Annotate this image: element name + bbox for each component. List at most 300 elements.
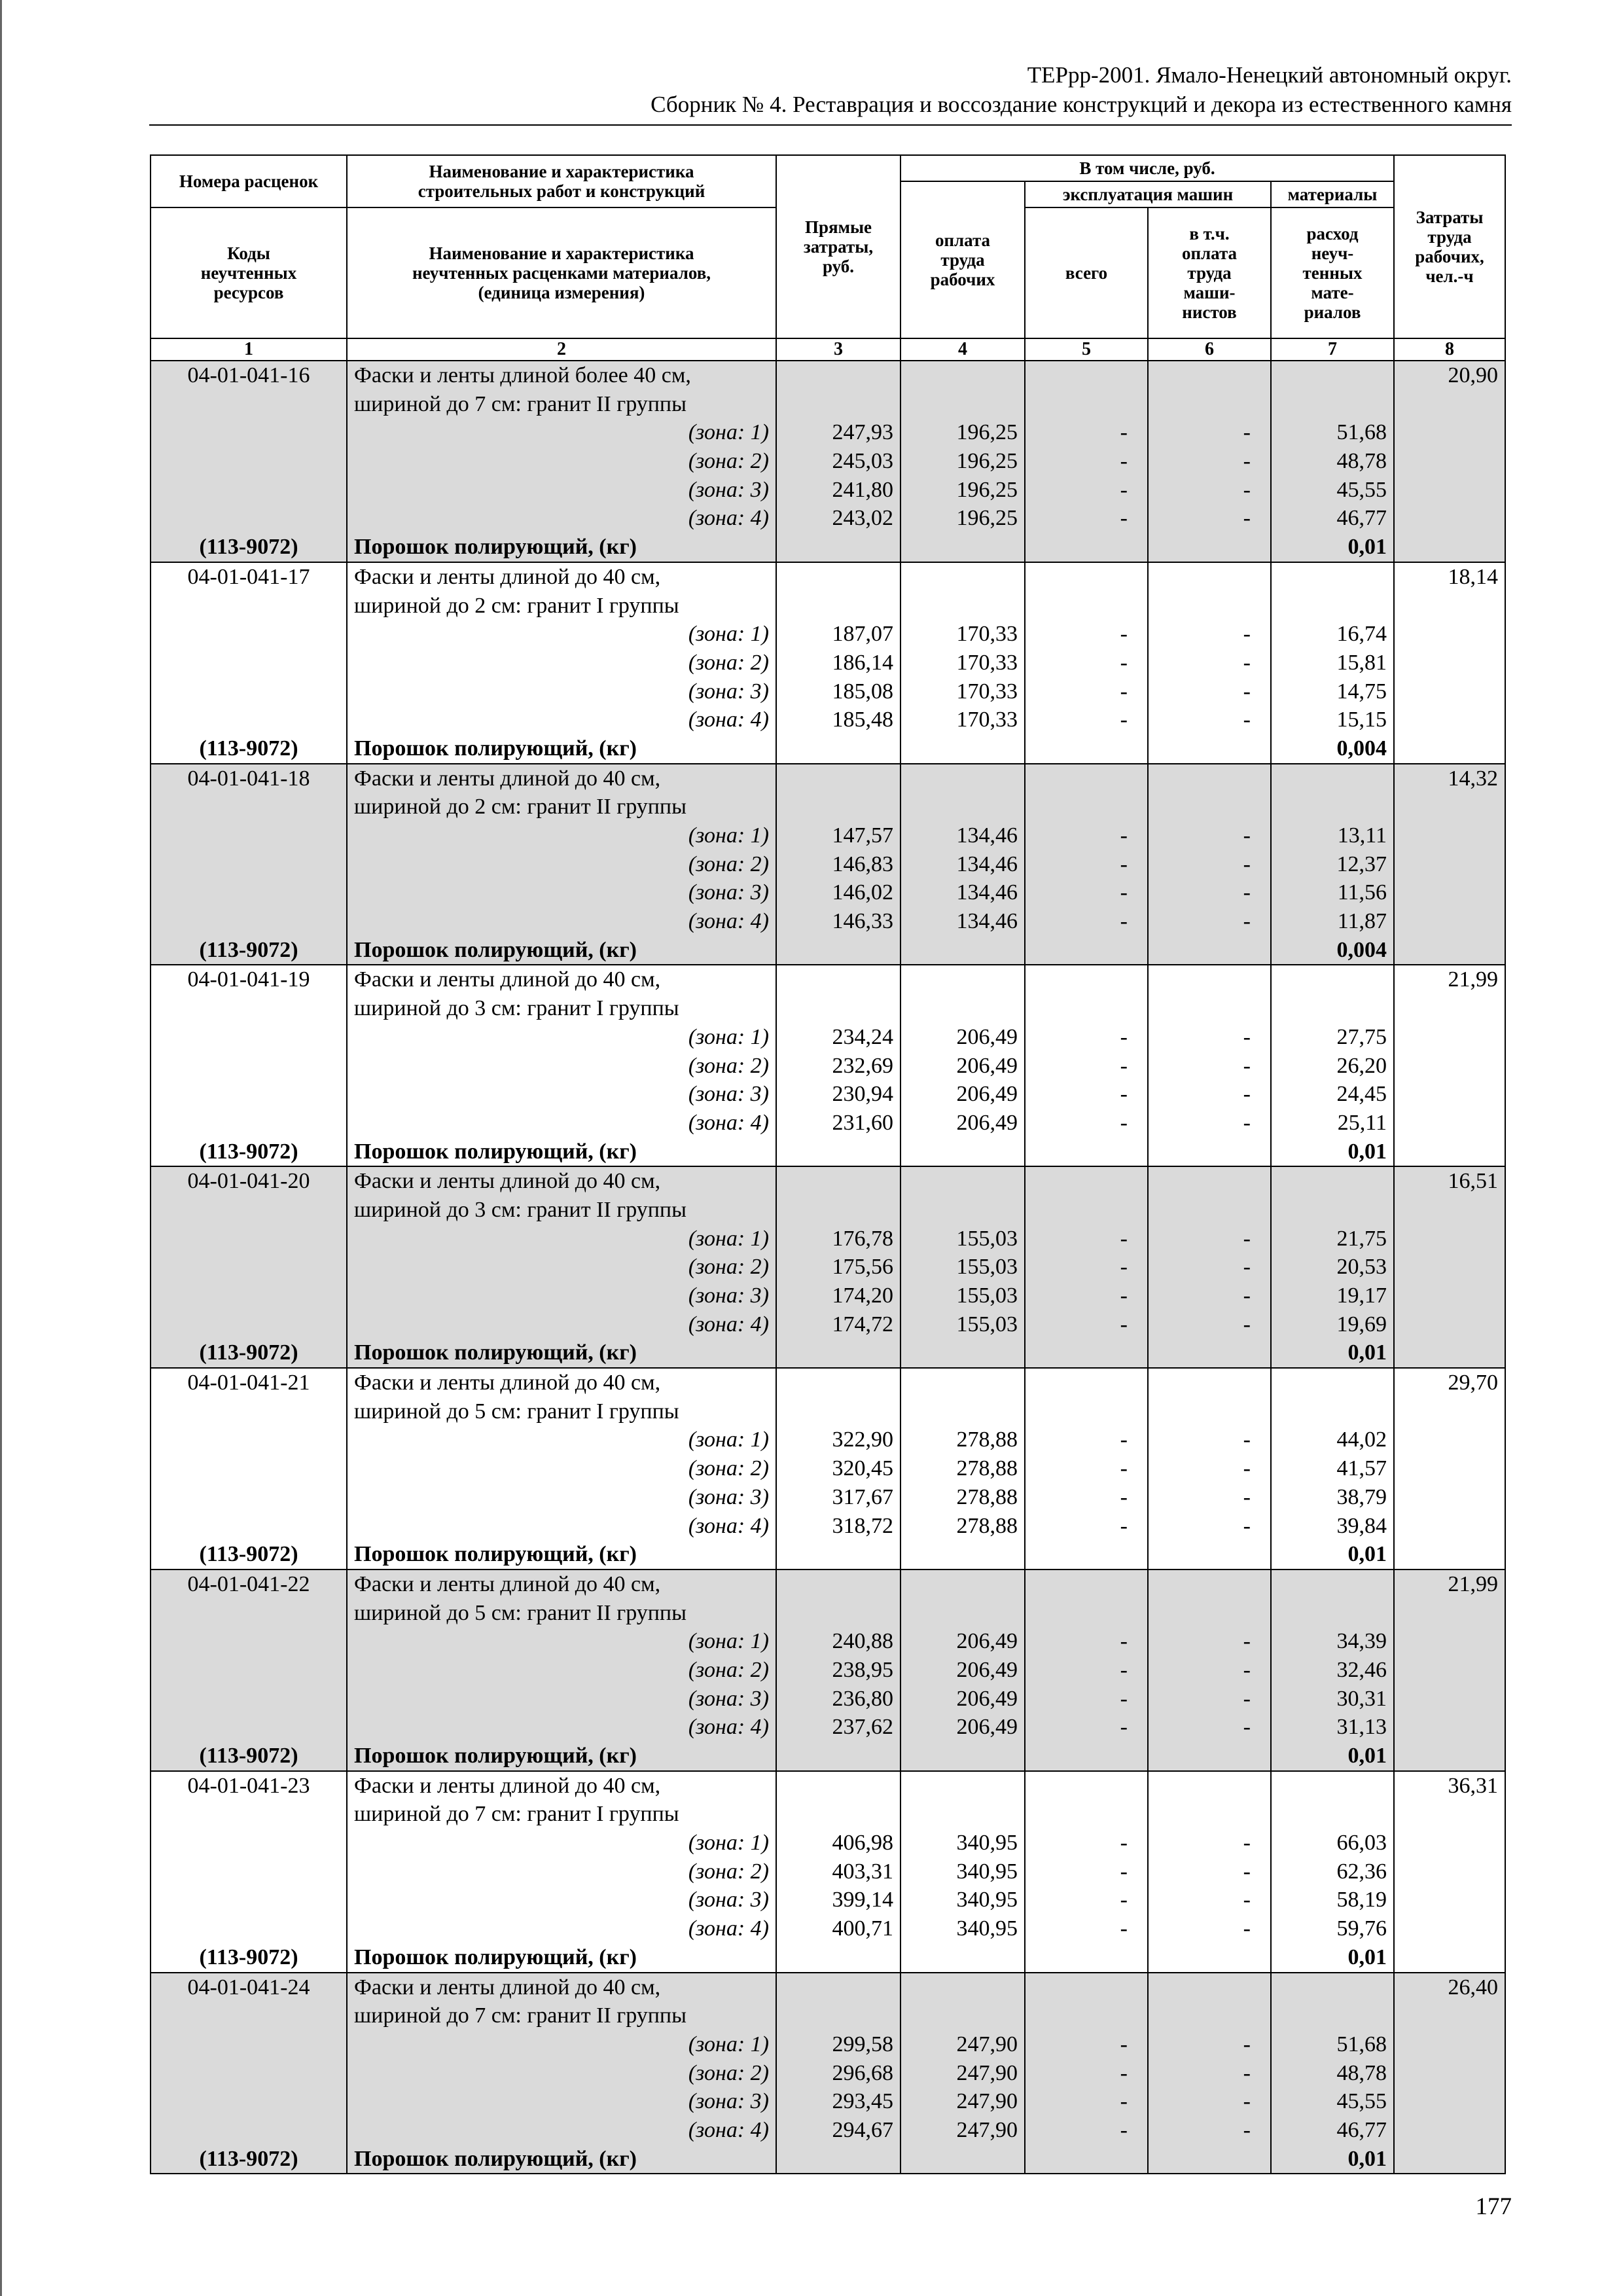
machines-total-value: - (1120, 2032, 1128, 2056)
machines-total-value: - (1120, 1024, 1128, 1049)
zone-label: (зона: 3) (688, 679, 769, 704)
resource-code: (113-9072) (199, 937, 298, 962)
column-number: 2 (347, 338, 776, 361)
work-description-line: Фаски и ленты длиной до 40 см, (354, 1773, 661, 1798)
machines-total-value: - (1120, 2117, 1128, 2142)
rate-row (151, 361, 1505, 562)
direct-cost-value: 230,94 (832, 1082, 893, 1107)
machines-total-value: - (1120, 1312, 1128, 1336)
work-description-cell (347, 965, 776, 1166)
machines-total-value: - (1120, 852, 1128, 876)
resource-code: (113-9072) (199, 1945, 298, 1969)
machinist-wages-value: - (1243, 1456, 1251, 1481)
materials-value: 44,02 (1336, 1427, 1387, 1452)
machinist-wages-cell (1148, 1973, 1271, 2174)
resource-code: (113-9072) (199, 535, 298, 560)
materials-value: 15,81 (1336, 650, 1387, 675)
direct-costs-cell (776, 965, 901, 1166)
materials-cell (1271, 1166, 1394, 1368)
wages-value: 278,88 (956, 1484, 1018, 1509)
machines-total-cell (1025, 361, 1148, 562)
zone-label: (зона: 2) (688, 852, 769, 876)
col-material-consumption-header: расход неуч- тенных мате- риалов (1271, 207, 1394, 338)
machines-total-value: - (1120, 1283, 1128, 1308)
zone-label: (зона: 1) (688, 1226, 769, 1251)
labor-value: 36,31 (1448, 1773, 1498, 1798)
work-description-line: Фаски и ленты длиной до 40 см, (354, 967, 661, 992)
machines-total-value: - (1120, 708, 1128, 732)
column-number: 6 (1148, 338, 1271, 361)
machinist-wages-value: - (1243, 1024, 1251, 1049)
machinist-wages-value: - (1243, 1283, 1251, 1308)
wages-value: 340,95 (956, 1888, 1018, 1912)
work-description-cell (347, 1570, 776, 1771)
materials-value: 15,15 (1336, 708, 1387, 732)
machinist-wages-cell (1148, 1771, 1271, 1973)
resource-quantity: 0,004 (1336, 736, 1387, 761)
labor-cell (1394, 1973, 1505, 2174)
direct-cost-value: 245,03 (832, 449, 893, 474)
wages-cell (901, 965, 1025, 1166)
direct-cost-value: 236,80 (832, 1686, 893, 1711)
materials-value: 51,68 (1336, 2032, 1387, 2056)
machinist-wages-value: - (1243, 1053, 1251, 1078)
machines-total-cell (1025, 1166, 1148, 1368)
machinist-wages-value: - (1243, 1629, 1251, 1654)
resource-code: (113-9072) (199, 1542, 298, 1567)
machinist-wages-value: - (1243, 679, 1251, 704)
zone-label: (зона: 3) (688, 1082, 769, 1107)
wages-value: 247,90 (956, 2117, 1018, 2142)
work-description-line: Фаски и ленты длиной до 40 см, (354, 1169, 661, 1194)
machinist-wages-cell (1148, 764, 1271, 965)
machinist-wages-cell (1148, 1368, 1271, 1570)
wages-value: 170,33 (956, 708, 1018, 732)
wages-value: 206,49 (956, 1657, 1018, 1682)
wages-value: 247,90 (956, 2032, 1018, 2056)
machines-total-value: - (1120, 506, 1128, 531)
rate-code: 04-01-041-17 (187, 564, 310, 589)
rate-code-cell (151, 562, 347, 764)
resource-name: Порошок полирующий, (кг) (354, 1945, 637, 1969)
materials-cell (1271, 1368, 1394, 1570)
work-description-line: шириной до 7 см: гранит I группы (354, 1802, 679, 1827)
column-number-row (151, 338, 1505, 361)
machines-total-value: - (1120, 1715, 1128, 1740)
work-description-line: шириной до 7 см: гранит II группы (354, 391, 687, 416)
labor-value: 18,14 (1448, 564, 1498, 589)
labor-cell (1394, 562, 1505, 764)
col-direct-costs-header: Прямые затраты, руб. (776, 155, 901, 338)
work-description-line: шириной до 7 см: гранит II группы (354, 2003, 687, 2028)
machinist-wages-value: - (1243, 477, 1251, 502)
rate-row (151, 764, 1505, 965)
machinist-wages-value: - (1243, 852, 1251, 876)
labor-cell (1394, 1771, 1505, 1973)
materials-value: 34,39 (1336, 1629, 1387, 1654)
wages-value: 206,49 (956, 1110, 1018, 1135)
materials-value: 11,56 (1337, 880, 1387, 905)
rate-code-cell (151, 1166, 347, 1368)
zone-label: (зона: 2) (688, 650, 769, 675)
machines-total-value: - (1120, 1831, 1128, 1856)
labor-value: 20,90 (1448, 363, 1498, 387)
direct-cost-value: 322,90 (832, 1427, 893, 1452)
zone-label: (зона: 2) (688, 1456, 769, 1481)
direct-cost-value: 406,98 (832, 1831, 893, 1856)
resource-quantity: 0,01 (1347, 2146, 1387, 2171)
direct-cost-value: 294,67 (832, 2117, 893, 2142)
wages-value: 206,49 (956, 1715, 1018, 1740)
direct-cost-value: 187,07 (832, 622, 893, 647)
labor-cell (1394, 1166, 1505, 1368)
zone-label: (зона: 4) (688, 1916, 769, 1941)
zone-label: (зона: 1) (688, 2032, 769, 2056)
zone-label: (зона: 4) (688, 1513, 769, 1538)
machines-total-value: - (1120, 1427, 1128, 1452)
materials-value: 31,13 (1336, 1715, 1387, 1740)
work-description-cell (347, 1973, 776, 2174)
direct-costs-cell (776, 361, 901, 562)
resource-name: Порошок полирующий, (кг) (354, 1340, 637, 1365)
direct-cost-value: 146,83 (832, 852, 893, 876)
machinist-wages-value: - (1243, 1226, 1251, 1251)
zone-label: (зона: 1) (688, 1831, 769, 1856)
rate-code: 04-01-041-23 (187, 1773, 310, 1798)
direct-costs-cell (776, 1570, 901, 1771)
labor-value: 26,40 (1448, 1975, 1498, 2000)
machinist-wages-cell (1148, 361, 1271, 562)
machinist-wages-value: - (1243, 1427, 1251, 1452)
materials-value: 59,76 (1336, 1916, 1387, 1941)
machinist-wages-cell (1148, 965, 1271, 1166)
machines-total-cell (1025, 562, 1148, 764)
rates-table (150, 154, 1506, 2174)
machinist-wages-value: - (1243, 622, 1251, 647)
direct-cost-value: 403,31 (832, 1859, 893, 1884)
direct-cost-value: 400,71 (832, 1916, 893, 1941)
direct-cost-value: 247,93 (832, 420, 893, 445)
machinist-wages-value: - (1243, 823, 1251, 848)
machinist-wages-value: - (1243, 2117, 1251, 2142)
machines-total-value: - (1120, 1888, 1128, 1912)
zone-label: (зона: 4) (688, 1110, 769, 1135)
work-description-line: Фаски и ленты длиной до 40 см, (354, 1571, 661, 1596)
wages-cell (901, 1368, 1025, 1570)
zone-label: (зона: 2) (688, 1657, 769, 1682)
work-description-line: Фаски и ленты длиной до 40 см, (354, 766, 661, 791)
machines-total-cell (1025, 764, 1148, 965)
direct-cost-value: 186,14 (832, 650, 893, 675)
machinist-wages-value: - (1243, 909, 1251, 934)
machines-total-value: - (1120, 1082, 1128, 1107)
materials-value: 62,36 (1336, 1859, 1387, 1884)
col-machines-total-header: всего (1025, 207, 1148, 338)
machinist-wages-value: - (1243, 1859, 1251, 1884)
work-description-line: шириной до 3 см: гранит I группы (354, 996, 679, 1021)
direct-cost-value: 146,33 (832, 909, 893, 934)
zone-label: (зона: 2) (688, 449, 769, 474)
machinist-wages-cell (1148, 1166, 1271, 1368)
machinist-wages-value: - (1243, 1715, 1251, 1740)
rate-code-cell (151, 1771, 347, 1973)
materials-value: 39,84 (1336, 1513, 1387, 1538)
wages-value: 170,33 (956, 679, 1018, 704)
machinist-wages-value: - (1243, 1657, 1251, 1682)
table-body (151, 361, 1505, 2174)
materials-value: 24,45 (1336, 1082, 1387, 1107)
machinist-wages-value: - (1243, 1312, 1251, 1336)
col-rate-numbers-header: Номера расценок (151, 155, 347, 207)
machines-total-cell (1025, 1771, 1148, 1973)
labor-value: 16,51 (1448, 1169, 1498, 1194)
rate-code: 04-01-041-16 (187, 363, 310, 387)
machines-total-value: - (1120, 1226, 1128, 1251)
machinist-wages-value: - (1243, 1686, 1251, 1711)
rate-code-cell (151, 1368, 347, 1570)
wages-value: 206,49 (956, 1629, 1018, 1654)
resource-quantity: 0,01 (1347, 535, 1387, 560)
materials-value: 30,31 (1336, 1686, 1387, 1711)
machines-total-cell (1025, 1570, 1148, 1771)
rate-code-cell (151, 361, 347, 562)
resource-code: (113-9072) (199, 1139, 298, 1164)
direct-costs-cell (776, 562, 901, 764)
zone-label: (зона: 2) (688, 1053, 769, 1078)
machines-total-value: - (1120, 1657, 1128, 1682)
zone-label: (зона: 3) (688, 880, 769, 905)
materials-value: 13,11 (1337, 823, 1387, 848)
machines-total-value: - (1120, 679, 1128, 704)
machines-total-value: - (1120, 622, 1128, 647)
resource-name: Порошок полирующий, (кг) (354, 736, 637, 761)
materials-cell (1271, 361, 1394, 562)
zone-label: (зона: 3) (688, 2089, 769, 2114)
wages-value: 134,46 (956, 880, 1018, 905)
direct-cost-value: 237,62 (832, 1715, 893, 1740)
col-materials-header: материалы (1271, 181, 1394, 207)
zone-label: (зона: 3) (688, 1484, 769, 1509)
labor-cell (1394, 1368, 1505, 1570)
col-material-name-header: Наименование и характеристика неучтенных расценками материалов, (единица измерения) (347, 207, 776, 338)
labor-value: 29,70 (1448, 1371, 1498, 1395)
machinist-wages-value: - (1243, 1831, 1251, 1856)
rate-row (151, 1570, 1505, 1771)
col-work-name-header: Наименование и характеристика строительных работ и конструкций (347, 155, 776, 207)
wages-value: 196,25 (956, 420, 1018, 445)
rate-code-cell (151, 965, 347, 1166)
materials-value: 25,11 (1337, 1110, 1387, 1135)
wages-value: 196,25 (956, 477, 1018, 502)
wages-value: 134,46 (956, 852, 1018, 876)
wages-cell (901, 361, 1025, 562)
direct-cost-value: 185,48 (832, 708, 893, 732)
direct-cost-value: 176,78 (832, 1226, 893, 1251)
machines-total-value: - (1120, 1110, 1128, 1135)
zone-label: (зона: 3) (688, 1888, 769, 1912)
wages-cell (901, 1771, 1025, 1973)
machinist-wages-value: - (1243, 420, 1251, 445)
machinist-wages-value: - (1243, 1082, 1251, 1107)
wages-value: 155,03 (956, 1283, 1018, 1308)
rate-code: 04-01-041-21 (187, 1371, 310, 1395)
direct-cost-value: 147,57 (832, 823, 893, 848)
machines-total-value: - (1120, 2060, 1128, 2085)
machines-total-value: - (1120, 420, 1128, 445)
zone-label: (зона: 3) (688, 477, 769, 502)
rate-code: 04-01-041-24 (187, 1975, 310, 2000)
labor-cell (1394, 965, 1505, 1166)
machines-total-value: - (1120, 650, 1128, 675)
wages-value: 340,95 (956, 1916, 1018, 1941)
machinist-wages-value: - (1243, 2089, 1251, 2114)
direct-cost-value: 293,45 (832, 2089, 893, 2114)
work-description-line: шириной до 5 см: гранит I группы (354, 1399, 679, 1424)
running-header-subtitle: Сборник № 4. Реставрация и воссоздание конструкций и декора из естественного камня (651, 92, 1512, 117)
work-description-cell (347, 361, 776, 562)
zone-label: (зона: 1) (688, 622, 769, 647)
zone-label: (зона: 1) (688, 1024, 769, 1049)
zone-label: (зона: 2) (688, 1859, 769, 1884)
machines-total-value: - (1120, 1053, 1128, 1078)
column-number: 4 (901, 338, 1025, 361)
materials-value: 51,68 (1336, 420, 1387, 445)
zone-label: (зона: 4) (688, 1312, 769, 1336)
work-description-line: шириной до 2 см: гранит II группы (354, 795, 687, 819)
materials-value: 12,37 (1336, 852, 1387, 876)
col-wages-header: оплата труда рабочих (901, 181, 1025, 338)
materials-value: 48,78 (1336, 2060, 1387, 2085)
zone-label: (зона: 3) (688, 1283, 769, 1308)
machines-total-value: - (1120, 1859, 1128, 1884)
machines-total-value: - (1120, 880, 1128, 905)
machinist-wages-value: - (1243, 880, 1251, 905)
zone-label: (зона: 2) (688, 2060, 769, 2085)
direct-cost-value: 240,88 (832, 1629, 893, 1654)
wages-value: 278,88 (956, 1456, 1018, 1481)
machines-total-value: - (1120, 1513, 1128, 1538)
labor-cell (1394, 361, 1505, 562)
direct-cost-value: 399,14 (832, 1888, 893, 1912)
resource-quantity: 0,01 (1347, 1139, 1387, 1164)
page-left-edge (0, 0, 2, 2296)
machinist-wages-value: - (1243, 2060, 1251, 2085)
materials-cell (1271, 562, 1394, 764)
labor-cell (1394, 764, 1505, 965)
materials-cell (1271, 1570, 1394, 1771)
wages-value: 155,03 (956, 1226, 1018, 1251)
zone-label: (зона: 4) (688, 2117, 769, 2142)
materials-value: 19,69 (1336, 1312, 1387, 1336)
materials-cell (1271, 1771, 1394, 1973)
labor-value: 21,99 (1448, 1571, 1498, 1596)
machines-total-value: - (1120, 449, 1128, 474)
zone-label: (зона: 4) (688, 708, 769, 732)
labor-value: 14,32 (1448, 766, 1498, 791)
work-description-line: шириной до 5 см: гранит II группы (354, 1600, 687, 1625)
column-number: 7 (1271, 338, 1394, 361)
materials-value: 38,79 (1336, 1484, 1387, 1509)
resource-name: Порошок полирующий, (кг) (354, 1139, 637, 1164)
direct-costs-cell (776, 1166, 901, 1368)
direct-cost-value: 296,68 (832, 2060, 893, 2085)
column-number: 5 (1025, 338, 1148, 361)
table-header (151, 155, 1505, 361)
materials-cell (1271, 764, 1394, 965)
machines-total-cell (1025, 1368, 1148, 1570)
machinist-wages-cell (1148, 1570, 1271, 1771)
resource-code: (113-9072) (199, 736, 298, 761)
rate-row (151, 1368, 1505, 1570)
resource-quantity: 0,01 (1347, 1542, 1387, 1567)
machinist-wages-value: - (1243, 1255, 1251, 1280)
machines-total-value: - (1120, 1484, 1128, 1509)
wages-value: 206,49 (956, 1053, 1018, 1078)
zone-label: (зона: 4) (688, 909, 769, 934)
machinist-wages-value: - (1243, 2032, 1251, 2056)
direct-cost-value: 234,24 (832, 1024, 893, 1049)
materials-value: 45,55 (1336, 477, 1387, 502)
direct-cost-value: 299,58 (832, 2032, 893, 2056)
work-description-line: Фаски и ленты длиной до 40 см, (354, 564, 661, 589)
zone-label: (зона: 1) (688, 823, 769, 848)
materials-cell (1271, 1973, 1394, 2174)
wages-value: 247,90 (956, 2060, 1018, 2085)
resource-name: Порошок полирующий, (кг) (354, 1542, 637, 1567)
rate-code: 04-01-041-19 (187, 967, 310, 992)
direct-cost-value: 185,08 (832, 679, 893, 704)
wages-value: 155,03 (956, 1255, 1018, 1280)
work-description-cell (347, 1166, 776, 1368)
direct-cost-value: 318,72 (832, 1513, 893, 1538)
resource-name: Порошок полирующий, (кг) (354, 1744, 637, 1768)
direct-cost-value: 241,80 (832, 477, 893, 502)
materials-value: 16,74 (1336, 622, 1387, 647)
wages-cell (901, 1166, 1025, 1368)
column-number: 3 (776, 338, 901, 361)
rate-code: 04-01-041-20 (187, 1169, 310, 1194)
labor-cell (1394, 1570, 1505, 1771)
work-description-cell (347, 562, 776, 764)
work-description-line: шириной до 3 см: гранит II группы (354, 1197, 687, 1222)
resource-code: (113-9072) (199, 1340, 298, 1365)
resource-code: (113-9072) (199, 1744, 298, 1768)
wages-cell (901, 764, 1025, 965)
work-description-line: Фаски и ленты длиной более 40 см, (354, 363, 691, 387)
machines-total-value: - (1120, 2089, 1128, 2114)
wages-value: 155,03 (956, 1312, 1018, 1336)
wages-value: 278,88 (956, 1513, 1018, 1538)
materials-value: 48,78 (1336, 449, 1387, 474)
wages-value: 134,46 (956, 823, 1018, 848)
materials-value: 19,17 (1336, 1283, 1387, 1308)
rate-code: 04-01-041-18 (187, 766, 310, 791)
wages-value: 206,49 (956, 1686, 1018, 1711)
materials-value: 14,75 (1336, 679, 1387, 704)
rate-row (151, 965, 1505, 1166)
machinist-wages-value: - (1243, 449, 1251, 474)
machinist-wages-value: - (1243, 1513, 1251, 1538)
machines-total-value: - (1120, 909, 1128, 934)
work-description-cell (347, 1368, 776, 1570)
wages-value: 278,88 (956, 1427, 1018, 1452)
direct-costs-cell (776, 1771, 901, 1973)
wages-cell (901, 1973, 1025, 2174)
machines-total-value: - (1120, 1686, 1128, 1711)
rate-row (151, 1771, 1505, 1973)
zone-label: (зона: 4) (688, 506, 769, 531)
direct-cost-value: 146,02 (832, 880, 893, 905)
